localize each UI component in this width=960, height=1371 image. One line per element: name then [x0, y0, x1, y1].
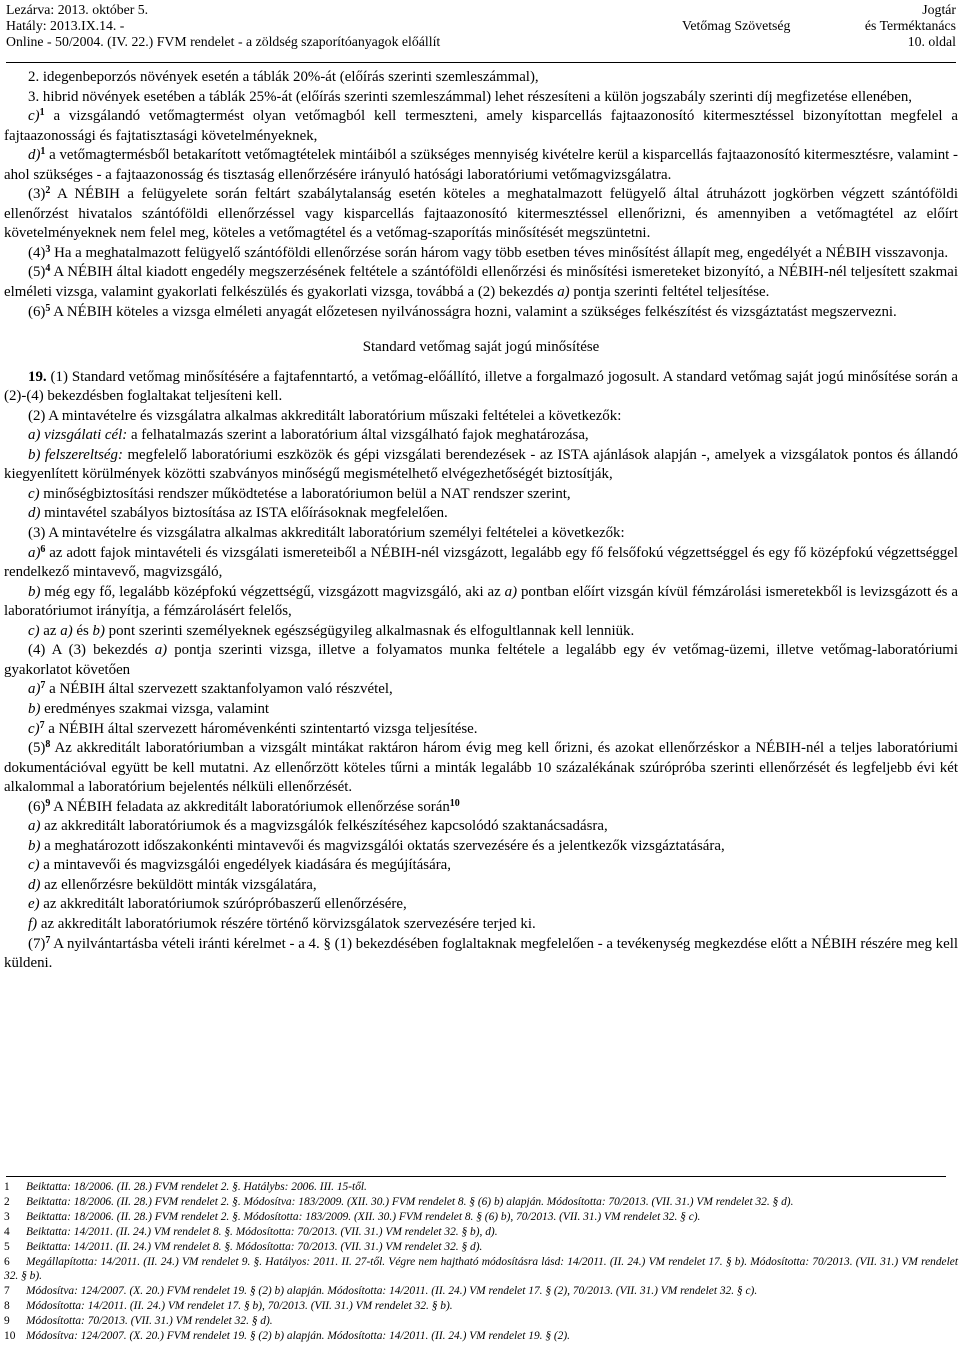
section-number: 19.	[28, 368, 47, 385]
footnote-ref[interactable]: 1	[39, 107, 45, 119]
footnote: 7 Módosítva: 124/2007. (X. 20.) FVM rendelet 19. § (2) b) alapján. Módosította: 14/2011. (II. 24.) VM rendelet 17. § (2), 70/2013. (VII. 31.) VM rendelet 32. § c).	[4, 1285, 758, 1298]
paragraph: c)$^7$ a NÉBIH által szervezett háromévenkénti szintentartó vizsga teljesítése.	[28, 719, 478, 737]
paragraph: d) mintavétel szabályos biztosítása az ISTA előírásoknak megfelelően.	[28, 505, 448, 522]
footnote-number: 8	[4, 1300, 10, 1313]
paragraph: 19. (1) Standard vetőmag minősítésére a fajtafenntartó, a vetőmag-előállító, illetve a forgalmazó jogosult. A standard vetőmag saját jogú minősítése során a (2)-(4) bekezdésben foglaltakat teljesíteni kell.	[4, 368, 958, 405]
footnote-number: 1	[4, 1181, 10, 1193]
paragraph: b) a meghatározott időszakonkénti mintavevői és magvizsgálói oktatás szervezésére és a jelentkezők vizsgáztatására,	[28, 837, 725, 854]
paragraph: $(6)^5$ A NÉBIH köteles a vizsga elméleti anyagát előzetesen nyilvánosságra hozni, valamint a szükséges felkészítést és vizsgáztatást megszervezni.	[28, 302, 897, 320]
header-left	[6, 2, 440, 50]
footnote-ref[interactable]: 7	[39, 719, 45, 731]
paragraph: (2) A mintavételre és vizsgálatra alkalmas akkreditált laboratórium műszaki feltételei a következők:	[28, 407, 622, 424]
paragraph: c) a mintavevői és magvizsgálói engedélyek kiadására és megújítására,	[28, 857, 451, 874]
paragraph: $(5)^8$ Az akkreditált laboratóriumban a vizsgált mintákat raktáron három évig meg kell őrizni, és azokat ellenőrzéskor a NÉBIH-nél a teljes laboratóriumi dokumentációval együtt be kell mutatni. Az ellenőrzött köteles tűrni a minták legalább 10 százalékának szúrópróba szerinti ellenőrzését és legfeljebb évi két alkalommal a laboratórium bejelentés nélküli ellenőrzését.	[4, 739, 958, 796]
header-right	[865, 2, 956, 50]
footnote: 3 Beiktatta: 18/2006. (II. 28.) FVM rendelet 2. §. Módosította: 183/2009. (XII. 30.) FVM rendelet 8. § (6) b), 70/2013. (VII. 31.) VM rendelet 32. § c).	[4, 1210, 701, 1223]
paragraph: $(5)^4$ A NÉBIH által kiadott engedély megszerzésének feltétele a szántóföldi ellenőrzési és minősítési ismereteket bizonyító, a NÉBIH-nél teljesített szakmai elméleti vizsga, valamint gyakorlati felkészülés és gyakorlati vizsga, továbbá a (2) bekezdés a) pontja szerinti feltétel teljesítése.	[4, 263, 958, 301]
paragraph: a)$^7$ a NÉBIH által szervezett szaktanfolyamon való részvétel,	[28, 680, 393, 698]
paragraph: e) az akkreditált laboratóriumok szúrópróbaszerű ellenőrzésére,	[28, 896, 407, 913]
paragraph: 2. idegenbeporzós növények esetén a táblák 20%-át (előírás szerinti szemleszámmal),	[28, 69, 539, 85]
footnote-ref[interactable]: 7	[45, 934, 51, 946]
footnote-number: 7	[4, 1285, 10, 1298]
footnote-number: 4	[4, 1225, 10, 1238]
footnote-ref[interactable]: 5	[45, 302, 51, 314]
header-source: Online - 50/2004. (IV. 22.) FVM rendelet - a zöldség szaporítóanyagok előállít	[6, 34, 441, 49]
paragraph: $(3)^2$ A NÉBIH a felügyelete során feltárt szabálytalanság esetén köteles a meghatalmazott felügyelő által átruházott jogkörben végzett szántóföldi ellenőrzést hivatalos szántóföldi ellenőrzéssel vagy kisparcellás fajtaazonosító kitermesztéssel ellenőrizni, és amennyiben a vetőmagtétel az előírt követelményeknek nem felel meg, köteles a vetőmagtétel és a vetőmag-szaporítás minősítését megszüntetni.	[4, 185, 958, 242]
paragraph: c)$^1$ a vizsgálandó vetőmagtermést olyan vetőmagból kell termeszteni, amely kisparcellás fajtaazonosító kitermesztéssel bizonyítottan megfelel a fajtaazonossági és fajtatisztasági követelményeknek,	[4, 107, 958, 144]
paragraph: a) az akkreditált laboratóriumok és a magvizsgálók felkészítéséhez kapcsolódó szaktanácsadásra,	[28, 818, 608, 835]
paragraph: $(4)^3$ Ha a meghatalmazott felügyelő szántóföldi ellenőrzése során három vagy több esetben téves minősítést állapít meg, engedélyét a NÉBIH visszavonja.	[28, 243, 949, 261]
header-divider	[6, 62, 956, 63]
footnote-number: 10	[4, 1330, 16, 1343]
header-brand-sub: és Terméktanács	[864, 18, 956, 33]
section-heading: Standard vetőmag saját jogú minősítése	[362, 339, 600, 356]
paragraph: c) az a) és b) pont szerinti személyeknek egészségügyileg alkalmasnak és elfogultlannak kell lenniük.	[28, 622, 635, 639]
footnote-ref[interactable]: 8	[45, 739, 51, 751]
paragraph: $(6)^9$ A NÉBIH feladata az akkreditált laboratóriumok ellenőrzése során$^{10}$	[28, 797, 460, 815]
footnote-ref[interactable]: 4	[45, 263, 51, 275]
footnote-ref[interactable]: 10	[449, 797, 460, 809]
paragraph: (3) A mintavételre és vizsgálatra alkalmas akkreditált laboratórium személyi feltételei a következők:	[28, 525, 625, 542]
footnote-ref[interactable]: 2	[45, 185, 51, 197]
paragraph: d)$^1$ a vetőmagtermésből betakarított vetőmagtételek mintáiból a szükséges mennyiség kivételre kerül a kisparcellás fajtaazonosító kitermesztésre, valamint - ahol szükséges - a fajtaazonosság és tisztaság ellenőrzésére irányuló hatósági laboratóriumi vetőmagvizsgálatra.	[4, 146, 958, 183]
footnote-ref[interactable]: 1	[40, 146, 46, 158]
paragraph: d) az ellenőrzésre beküldött minták vizsgálatára,	[28, 876, 317, 893]
paragraph: b) felszereltség: megfelelő laboratóriumi eszközök és gépi vizsgálati berendezések - az ISTA ajánlások alapján -, amelyek a vizsgálatok pontos és állandó kiegyenlített körülmények közötti szabványos minőségű megismételhető elvégezhetőségét biztosítják,	[4, 446, 958, 483]
page-number: 10. oldal	[907, 34, 956, 49]
footnote: 8 Módosította: 14/2011. (II. 24.) VM rendelet 17. § b), 70/2013. (VII. 31.) VM rendelet 32. § b).	[4, 1300, 453, 1313]
paragraph: 3. hibrid növények esetében a táblák 25%-át (előírás szerinti szemleszámmal) lehet részesíteni a külön jogszabály szerinti díj megfizetése ellenében,	[28, 88, 912, 105]
footnote-number: 9	[4, 1315, 10, 1328]
paragraph: b) még egy fő, legalább középfokú végzettségű, vizsgázott magvizsgáló, aki az a) pontban előírt vizsgán kívül fémzárolási ismeretekből is levizsgázott és a laboratóriumot irányítja, a fémzárolásért felelős,	[4, 583, 958, 620]
paragraph: a) vizsgálati cél: a felhatalmazás szerint a laboratórium által vizsgálható fajok meghatározása,	[28, 427, 589, 444]
footnote: 10 Módosítva: 124/2007. (X. 20.) FVM rendelet 19. § (2) b) alapján. Módosította: 14/2011. (II. 24.) VM rendelet 19. § (2).	[4, 1330, 571, 1343]
footnote-ref[interactable]: 3	[45, 243, 51, 255]
header-effect-date: Hatály: 2013.IX.14. -	[6, 18, 125, 33]
footnotes	[4, 1180, 958, 1344]
footnote-number: 6	[4, 1255, 10, 1268]
header-closed-date: Lezárva: 2013. október 5.	[6, 2, 149, 17]
footnote-number: 5	[4, 1240, 10, 1253]
header-brand: Jogtár	[922, 2, 956, 17]
paragraph: (4) A (3) bekezdés a) pontja szerinti vizsga, illetve a folyamatos munka feltétele a legalább egy év vetőmag-üzemi, illetve vetőmag-laboratóriumi gyakorlatot követően	[4, 642, 958, 678]
paragraph: f) az akkreditált laboratóriumok részére történő körvizsgálatok szervezésére terjed ki.	[28, 915, 536, 932]
footnote: 2 Beiktatta: 18/2006. (II. 28.) FVM rendelet 2. §. Módosítva: 183/2009. (XII. 30.) FVM rendelet 8. § (6) b) alapján. Módosította: 70/2013. (VII. 31.) VM rendelet 32. § d).	[4, 1195, 794, 1208]
footnote-ref[interactable]: 6	[40, 543, 46, 555]
footnote-number: 3	[4, 1210, 10, 1223]
footnote: 4 Beiktatta: 14/2011. (II. 24.) VM rendelet 8. §. Módosította: 70/2013. (VII. 31.) VM rendelet 32. § b), d).	[4, 1225, 498, 1238]
footnote-number: 2	[4, 1195, 10, 1208]
page-header	[6, 0, 956, 60]
header-center: Vetőmag Szövetség	[682, 18, 791, 33]
document-body	[4, 68, 958, 974]
footnote: 9 Módosította: 70/2013. (VII. 31.) VM rendelet 32. § d).	[4, 1315, 273, 1328]
paragraph: c) minőségbiztosítási rendszer működtetése a laboratóriumon belül a NAT rendszer szerint,	[28, 485, 571, 502]
paragraph: b) eredményes szakmai vizsga, valamint	[28, 700, 270, 717]
footnote: 1 Beiktatta: 18/2006. (II. 28.) FVM rendelet 2. §. Hatálybs: 2006. III. 15-től.	[4, 1181, 367, 1193]
paragraph: $(7)^7$ A nyilvántartásba vételi iránti kérelmet - a 4. § (1) bekezdésében foglaltaknak megfelelően - a tevékenység megkezdése előtt a NÉBIH részére meg kell küldeni.	[4, 934, 958, 972]
paragraph: a)$^6$ az adott fajok mintavételi és vizsgálati ismereteiből a NÉBIH-nél vizsgázott, legalább egy fő felsőfokú végzettséggel és egy fő középfokú végzettséggel rendelkező mintavevő, magvizsgáló,	[4, 543, 958, 581]
footnote-ref[interactable]: 7	[40, 680, 46, 692]
footnote-divider	[6, 1176, 946, 1177]
footnote: 5 Beiktatta: 14/2011. (II. 24.) VM rendelet 8. §. Módosította: 70/2013. (VII. 31.) VM rendelet 32. § d).	[4, 1240, 483, 1253]
footnote: 6 Megállapította: 14/2011. (II. 24.) VM rendelet 9. §. Hatályos: 2011. II. 27-től. Végre nem hajtható módosításra lásd: 14/2011. (II. 24.) VM rendelet 17. § b). Módosította: 70/2013. (VII. 31.) VM rendelet 32. § b).	[4, 1255, 958, 1283]
footnote-ref[interactable]: 9	[45, 797, 51, 809]
